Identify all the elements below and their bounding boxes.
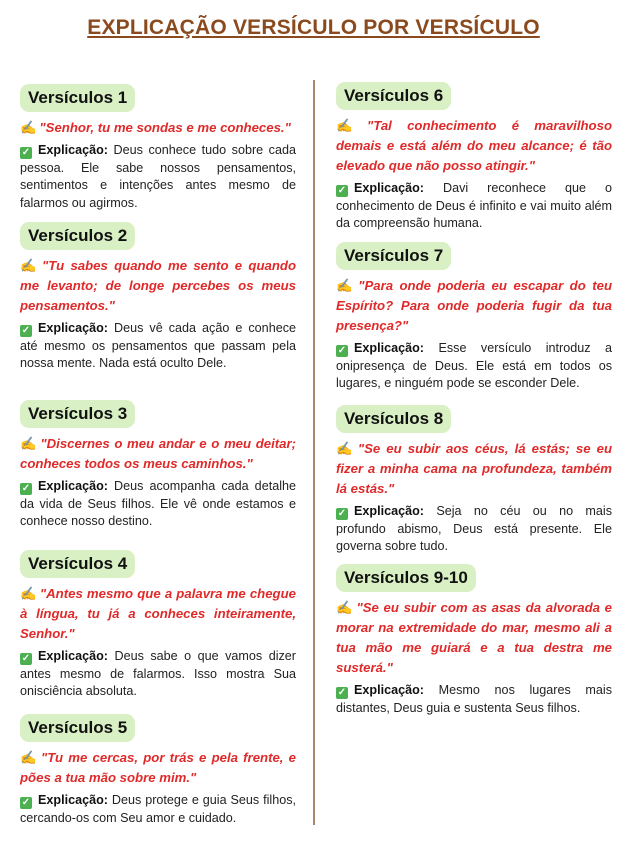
verse-quote: ✍ "Tu me cercas, por trás e pela frente, e pões a tua mão sobre mim." xyxy=(20,750,297,785)
verse-section xyxy=(20,714,296,827)
verse-quote: ✍ "Senhor, tu me sondas e me conheces." xyxy=(20,120,291,135)
verse-section xyxy=(336,564,612,717)
verse-explanation: ✓ Explicação: Deus protege e guia Seus filhos, cercando-os com Seu amor e cuidado. xyxy=(20,793,297,825)
verse-section xyxy=(336,405,612,556)
check-mark-icon: ✓ xyxy=(21,325,31,336)
verse-quote: ✍ "Se eu subir com as asas da alvorada e morar na extremidade do mar, mesmo ali a tua mão me guiará e a tua destra me susterá." xyxy=(336,600,612,675)
verse-quote: ✍ "Se eu subir aos céus, lá estás; se eu fizer a minha cama na profundeza, também lá estás." xyxy=(336,441,612,496)
check-mark-icon: ✓ xyxy=(337,687,347,698)
explanation-label: Explicação: xyxy=(354,683,424,697)
verse-heading: Versículos 3 xyxy=(20,400,135,428)
verse-explanation: ✓ Explicação: Esse versículo introduz a onipresença de Deus. Ele está em todos os lugares, e ninguém pode se esconder Dele. xyxy=(336,341,612,390)
verse-explanation: ✓ Explicação: Deus sabe o que vamos dizer antes mesmo de falarmos. Isso mostra Sua onisciência absoluta. xyxy=(20,649,297,698)
verse-heading: Versículos 4 xyxy=(20,550,135,578)
explanation-label: Explicação: xyxy=(38,479,108,493)
writing-hand-icon: ✍ xyxy=(336,278,356,293)
verse-quote: ✍ "Discernes o meu andar e o meu deitar; conheces todos os meus caminhos." xyxy=(20,436,296,471)
explanation-label: Explicação: xyxy=(354,181,424,195)
verse-quote: ✍ "Antes mesmo que a palavra me chegue à língua, tu já a conheces inteiramente, Senhor." xyxy=(20,586,297,641)
verse-section xyxy=(20,222,296,373)
check-mark-icon: ✓ xyxy=(337,345,347,356)
explanation-label: Explicação: xyxy=(354,341,424,355)
explanation-label: Explicação: xyxy=(38,649,108,663)
verse-heading: Versículos 5 xyxy=(20,714,135,742)
verse-heading: Versículos 9-10 xyxy=(336,564,476,592)
verse-section xyxy=(336,242,612,393)
verse-explanation: ✓ Explicação: Davi reconhece que o conhecimento de Deus é infinito e vai muito além da compreensão humana. xyxy=(336,181,612,230)
verse-heading: Versículos 2 xyxy=(20,222,135,250)
writing-hand-icon: ✍ xyxy=(20,586,37,601)
verse-section xyxy=(336,82,612,233)
writing-hand-icon: ✍ xyxy=(20,120,37,135)
writing-hand-icon: ✍ xyxy=(336,441,355,456)
verse-section xyxy=(20,400,296,531)
page-title-container xyxy=(0,16,627,40)
writing-hand-icon: ✍ xyxy=(20,436,38,451)
verse-section xyxy=(20,84,296,212)
page-title: EXPLICAÇÃO VERSÍCULO POR VERSÍCULO xyxy=(87,16,540,39)
writing-hand-icon: ✍ xyxy=(20,258,40,273)
check-mark-icon: ✓ xyxy=(337,185,347,196)
verse-explanation: ✓ Explicação: Deus vê cada ação e conhece até mesmo os pensamentos que passam pela nossa mente. Nada está oculto Dele. xyxy=(20,321,296,370)
verse-heading: Versículos 8 xyxy=(336,405,451,433)
explanation-label: Explicação: xyxy=(38,143,108,157)
check-mark-icon: ✓ xyxy=(21,797,31,808)
writing-hand-icon: ✍ xyxy=(336,600,354,615)
verse-explanation: ✓ Explicação: Seja no céu ou no mais profundo abismo, Deus está presente. Ele governa sobre tudo. xyxy=(336,504,612,553)
verse-quote: ✍ "Para onde poderia eu escapar do teu Espírito? Para onde poderia fugir da tua presença?" xyxy=(336,278,612,333)
verse-heading: Versículos 7 xyxy=(336,242,451,270)
check-mark-icon: ✓ xyxy=(21,483,31,494)
column-divider xyxy=(313,80,315,825)
explanation-label: Explicação: xyxy=(354,504,424,518)
verse-section xyxy=(20,550,296,701)
check-mark-icon: ✓ xyxy=(21,653,31,664)
explanation-label: Explicação: xyxy=(38,321,108,335)
verse-explanation: ✓ Explicação: Mesmo nos lugares mais distantes, Deus guia e sustenta Seus filhos. xyxy=(336,683,613,715)
writing-hand-icon: ✍ xyxy=(336,118,365,133)
verse-heading: Versículos 1 xyxy=(20,84,135,112)
verse-quote: ✍ "Tal conhecimento é maravilhoso demais e está além do meu alcance; é tão elevado que não posso atingir." xyxy=(336,118,613,173)
check-mark-icon: ✓ xyxy=(21,147,31,158)
verse-quote: ✍ "Tu sabes quando me sento e quando me levanto; de longe percebes os meus pensamentos." xyxy=(20,258,297,313)
writing-hand-icon: ✍ xyxy=(20,750,38,765)
check-mark-icon: ✓ xyxy=(337,508,347,519)
explanation-label: Explicação: xyxy=(38,793,108,807)
verse-explanation: ✓ Explicação: Deus acompanha cada detalhe da vida de Seus filhos. Ele vê onde estamos e conhece nosso destino. xyxy=(20,479,297,528)
verse-heading: Versículos 6 xyxy=(336,82,451,110)
verse-explanation: ✓ Explicação: Deus conhece tudo sobre cada pessoa. Ele sabe nossos pensamentos, sentimentos e intenções antes mesmo de falarmos ou agirmos. xyxy=(20,143,296,210)
